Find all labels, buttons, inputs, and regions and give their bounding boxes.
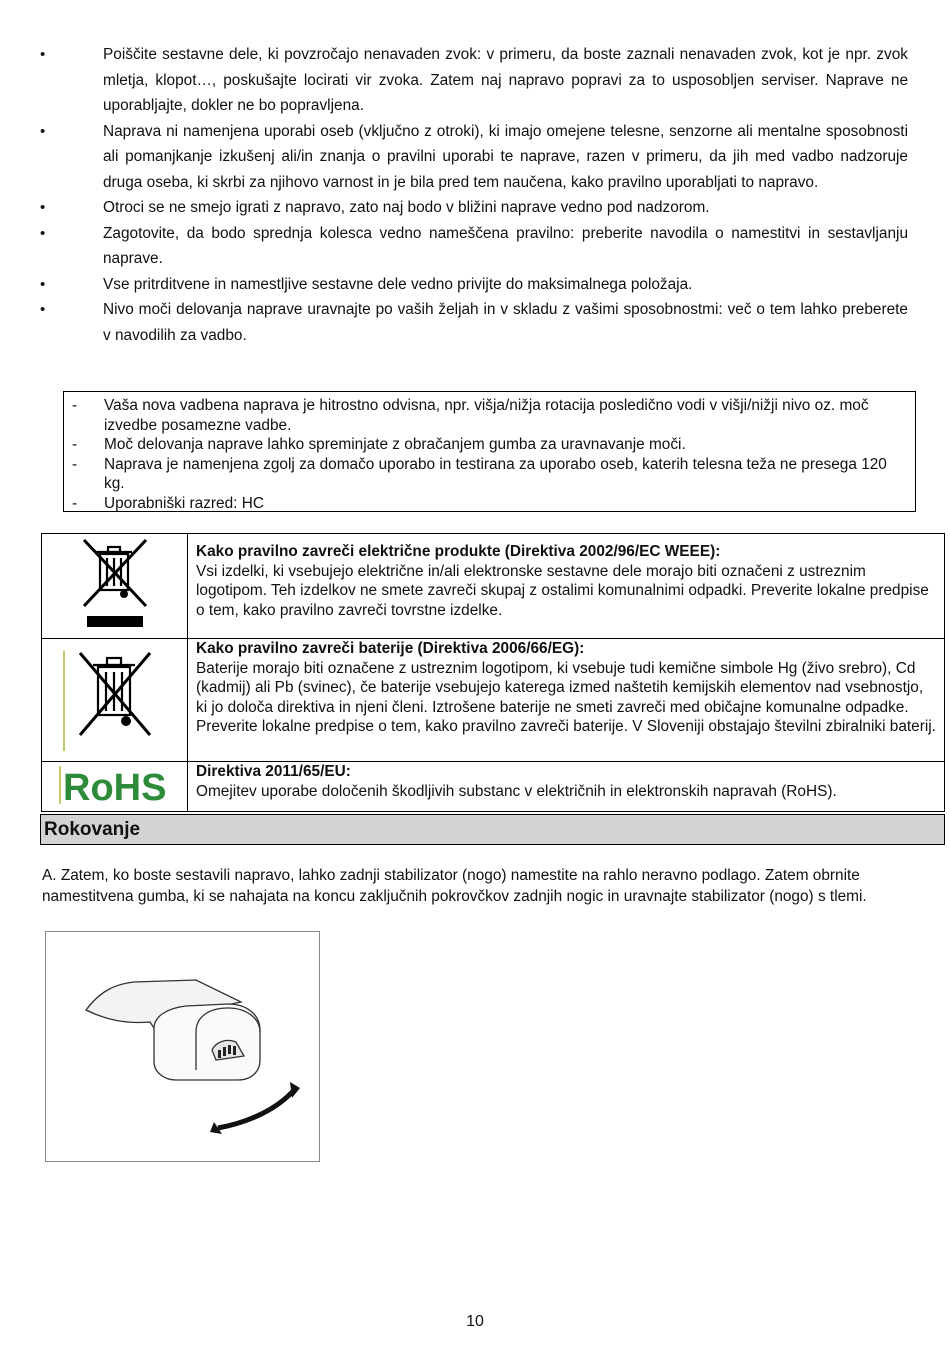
rohs-row xyxy=(42,762,945,812)
bullet-dot: • xyxy=(40,122,46,140)
spec-text: Uporabniški razred: HC xyxy=(104,494,264,512)
weee-row xyxy=(42,534,945,639)
spec-text: Vaša nova vadbena naprava je hitrostno odvisna, npr. višja/nižja rotacija posledično vodi v višji/nižji nivo oz. moč izvedbe posamezne vadbe. xyxy=(104,397,869,434)
bullet-dot: • xyxy=(40,224,46,242)
spec-dash: - xyxy=(72,436,78,453)
bullet-dot: • xyxy=(40,275,46,293)
weee-icon-cell xyxy=(42,534,188,639)
safety-bullet-list xyxy=(38,42,908,348)
battery-text-cell xyxy=(188,639,945,762)
rohs-icon-cell xyxy=(42,762,188,812)
bullet-dot: • xyxy=(40,301,46,318)
bullet-dot: • xyxy=(40,199,46,216)
spec-dash: - xyxy=(72,494,78,512)
crossed-bin-icon xyxy=(42,534,187,630)
battery-body: Baterije morajo biti označene z ustreznim logotipom, ki vsebuje tudi kemične simbole Hg (živo srebro), Cd (kadmij) ali Pb (svinec), če baterije vsebujejo katerega izmed naštetih kemijskih elementov nad vsebnostjo, ki jo določa direktiva in njeni členi. Iztrošene baterije ne smeti zavreči med običajne komunalne odpadke. Preverite lokalne predpise o tem, kako pravilno zavreči baterije. V Sloveniji obstajajo številni zbiralniki baterij. xyxy=(196,659,936,735)
battery-title: Kako pravilno zavreči baterije (Direktiva 2006/66/EG): xyxy=(196,640,585,657)
spec-text: Moč delovanja naprave lahko spreminjate z obračanjem gumba za uravnavanje moči. xyxy=(104,436,686,453)
stabilizer-foot-drawing xyxy=(46,932,319,1161)
bullet-item xyxy=(38,221,908,272)
spec-box xyxy=(63,391,916,512)
weee-text-cell xyxy=(188,534,945,639)
bullet-text: Poiščite sestavne dele, ki povzročajo nenavaden zvok: v primeru, da boste zaznali nenavaden zvok, kot je npr. zvok mletja, klopot…, poskušajte locirati vir zvoka. Zatem naj napravo popravi za to usposobljen serviser. Naprave ne uporabljajte, dokler ne bo popravljena. xyxy=(103,46,908,114)
weee-body: Vsi izdelki, ki vsebujejo električne in/ali elektronske sestavne dele morajo biti označeni z ustreznim logotipom. Teh izdelkov ne smete zavreči skupaj z ostalimi komunalnimi odpadki. Preverite lokalne predpise o tem, kako pravilno zavreči tovrstne izdelke. xyxy=(196,562,929,619)
rohs-text-cell xyxy=(188,762,945,812)
rohs-title: Direktiva 2011/65/EU: xyxy=(196,763,351,780)
bullet-item xyxy=(38,272,908,298)
bullet-text: Otroci se ne smejo igrati z napravo, zato naj bodo v bližini naprave vedno pod nadzorom. xyxy=(103,199,710,216)
rohs-logo-icon xyxy=(42,762,187,806)
bullet-item xyxy=(38,42,908,119)
crossed-battery-bin-icon xyxy=(42,639,187,756)
battery-icon-cell xyxy=(42,639,188,762)
battery-row xyxy=(42,639,945,762)
bullet-text: Nivo moči delovanja naprave uravnajte po vaših željah in v skladu z vašimi sposobnostmi: več o tem lahko preberete v navodilih za vadbo. xyxy=(103,301,908,344)
bullet-item xyxy=(38,297,908,348)
bullet-dot: • xyxy=(40,46,46,63)
bullet-text: Naprava ni namenjena uporabi oseb (vključno z otroki), ki imajo omejene telesne, senzorne ali mentalne sposobnosti ali pomanjkanje izkušenj ali/in znanja o pravilni uporabi te naprave, razen v primeru, da jih med vadbo nadzoruje druga oseba, ki skrbi za njihovo varnost in je bila pred tem naučena, kako pravilno uporabljati to napravo. xyxy=(103,122,908,191)
spec-dash: - xyxy=(72,455,78,473)
section-paragraph: A. Zatem, ko boste sestavili napravo, lahko zadnji stabilizator (nogo) namestite na rahlo neravno podlago. Zatem obrnite namestitvena gumba, ki se nahajata na koncu zaključnih pokrovčkov zadnjih nogic in uravnajte stabilizator (nogo) s tlemi. xyxy=(42,867,867,905)
section-heading: Rokovanje xyxy=(40,814,945,845)
page-number: 10 xyxy=(466,1313,484,1330)
stabilizer-illustration xyxy=(45,931,320,1162)
spec-item xyxy=(72,396,909,435)
bullet-item xyxy=(38,119,908,196)
disposal-table xyxy=(41,533,945,812)
spec-item xyxy=(72,494,909,514)
svg-text:RoHS: RoHS xyxy=(63,767,167,806)
spec-dash: - xyxy=(72,397,78,414)
bullet-text: Vse pritrditvene in namestljive sestavne dele vedno privijte do maksimalnega položaja. xyxy=(103,275,693,293)
spec-text: Naprava je namenjena zgolj za domačo uporabo in testirana za uporabo oseb, katerih telesna teža ne presega 120 kg. xyxy=(104,455,887,492)
spec-item xyxy=(72,435,909,455)
weee-title: Kako pravilno zavreči električne produkte (Direktiva 2002/96/EC WEEE): xyxy=(196,543,721,560)
bullet-item xyxy=(38,195,908,221)
bullet-text: Zagotovite, da bodo sprednja kolesca vedno nameščena pravilno: preberite navodila o namestitvi in sestavljanju naprave. xyxy=(103,224,908,267)
rohs-body: Omejitev uporabe določenih škodljivih substanc v električnih in elektronskih napravah (RoHS). xyxy=(196,782,837,800)
spec-item xyxy=(72,455,909,494)
